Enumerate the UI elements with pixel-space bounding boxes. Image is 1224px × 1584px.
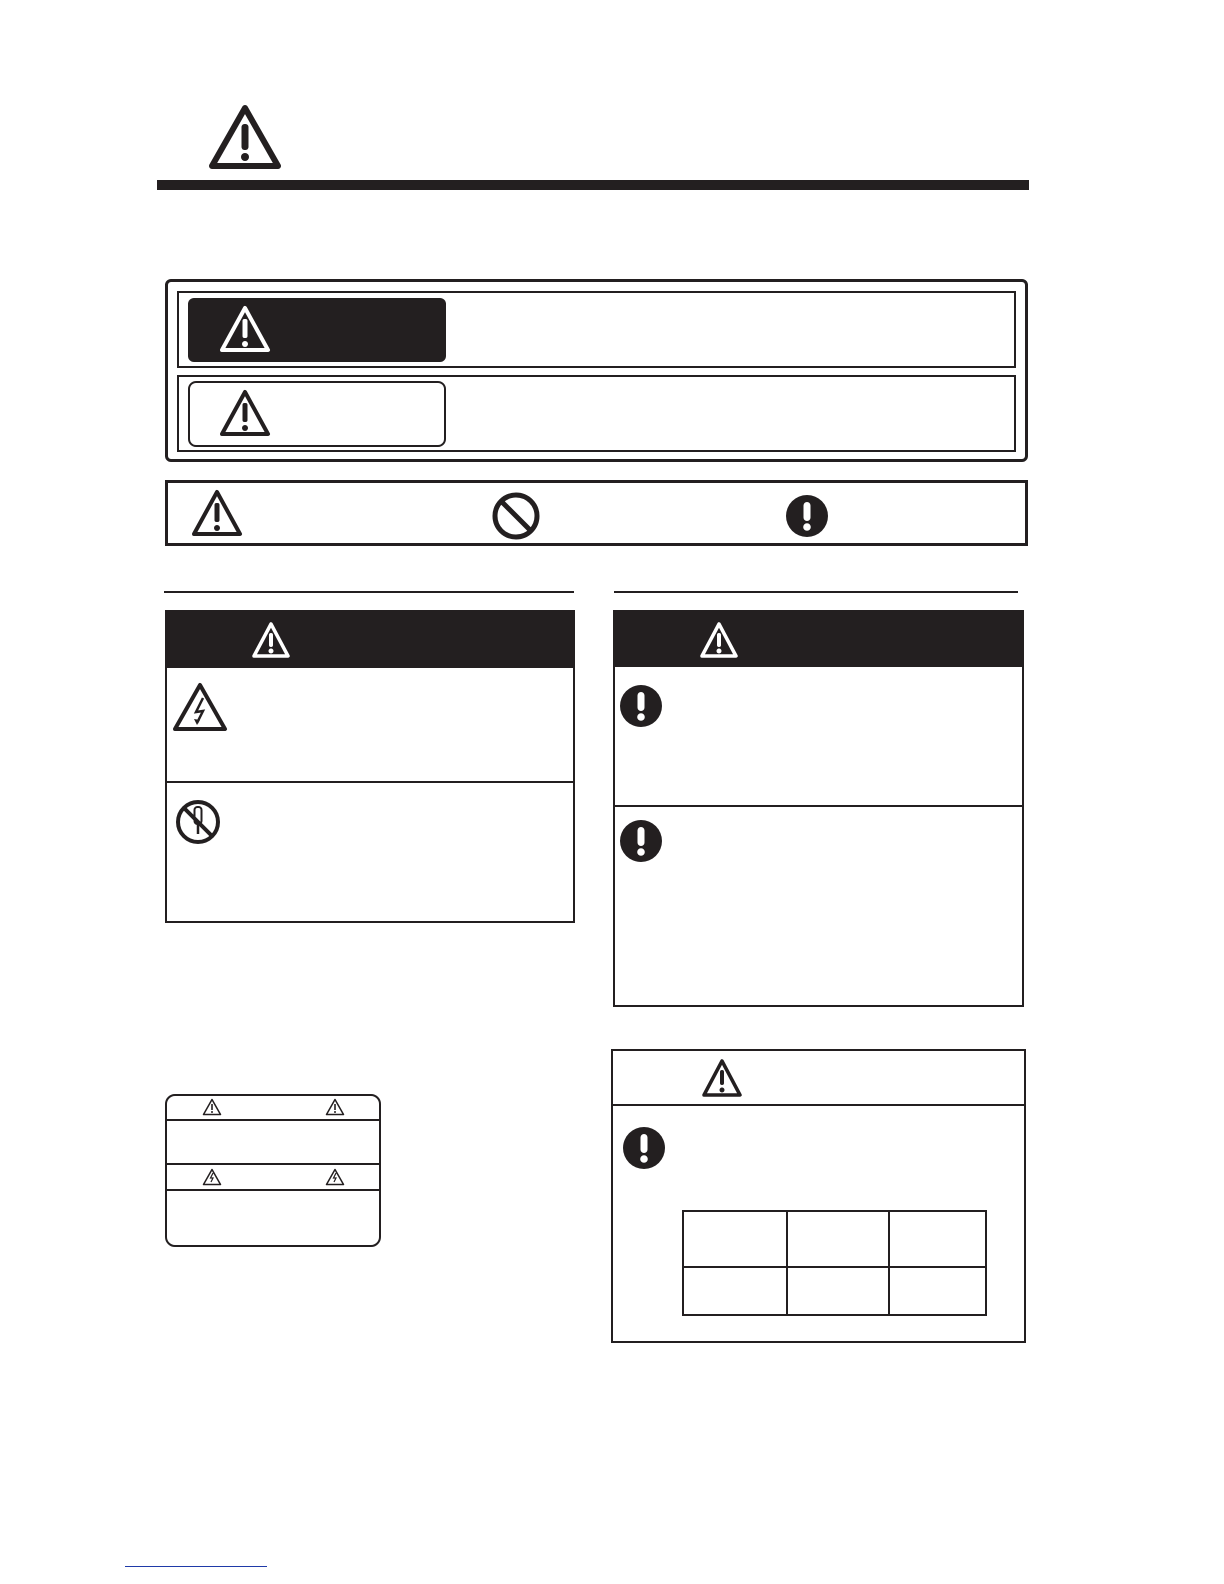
label-warning-triangle-icon-right bbox=[325, 1098, 345, 1116]
symbol-prohibition-icon bbox=[491, 491, 541, 541]
symbol-legend-row bbox=[165, 480, 1028, 546]
right-mandatory-action-icon-1 bbox=[619, 684, 663, 728]
right-warning-header bbox=[613, 610, 1024, 667]
right-section-rule bbox=[614, 591, 1018, 593]
left-warning-header bbox=[165, 610, 575, 668]
label-divider-2 bbox=[165, 1163, 381, 1165]
caution-table-col-divider-2 bbox=[888, 1210, 890, 1316]
caution-table bbox=[682, 1210, 987, 1316]
caution-table-row-divider bbox=[682, 1266, 987, 1268]
label-shock-icon-right bbox=[325, 1168, 345, 1186]
label-divider-3 bbox=[165, 1189, 381, 1191]
legend-warning-triangle-icon bbox=[219, 305, 271, 353]
label-warning-triangle-icon-left bbox=[202, 1098, 222, 1116]
right-mandatory-action-icon-2 bbox=[619, 819, 663, 863]
warning-label-sample bbox=[165, 1094, 381, 1247]
label-shock-icon-left bbox=[202, 1168, 222, 1186]
caution-table-col-divider-1 bbox=[786, 1210, 788, 1316]
right-panel-divider bbox=[613, 805, 1024, 807]
right-warning-panel bbox=[613, 610, 1024, 1007]
caution-mandatory-action-icon bbox=[622, 1126, 666, 1170]
left-section-rule bbox=[164, 591, 574, 593]
left-warning-header-triangle-icon bbox=[251, 621, 291, 659]
no-disassembly-icon bbox=[174, 798, 222, 846]
right-warning-header-triangle-icon bbox=[699, 621, 739, 659]
label-divider-1 bbox=[165, 1119, 381, 1121]
caution-header-triangle-icon bbox=[701, 1058, 743, 1098]
left-panel-divider bbox=[165, 781, 575, 783]
symbol-warning-triangle-icon bbox=[191, 489, 243, 537]
symbol-mandatory-action-icon bbox=[785, 494, 829, 538]
legend-caution-triangle-icon bbox=[219, 389, 271, 437]
footer-link-underline[interactable] bbox=[125, 1566, 267, 1567]
electric-shock-icon bbox=[172, 682, 228, 732]
caution-header-divider bbox=[611, 1104, 1026, 1106]
header-rule bbox=[157, 180, 1029, 190]
header-warning-triangle-icon bbox=[208, 104, 282, 170]
